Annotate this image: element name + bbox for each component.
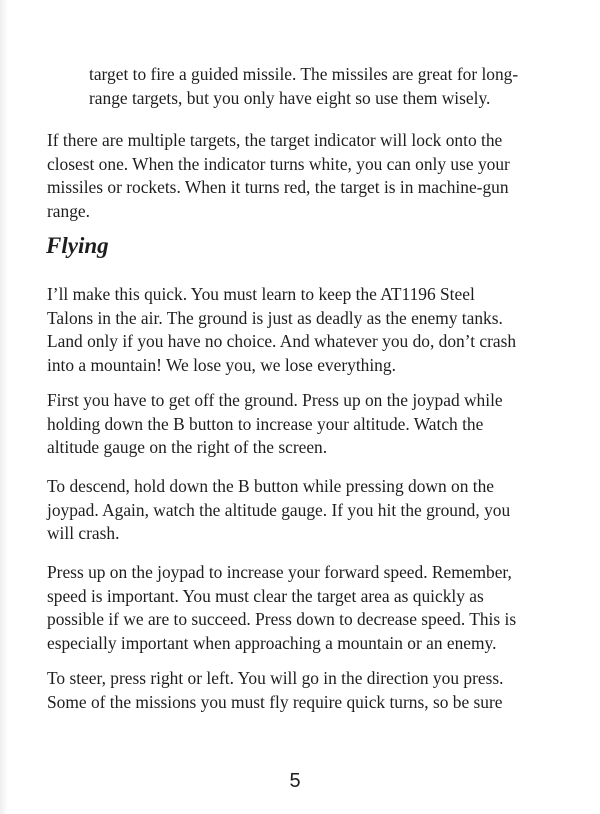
text-line: Some of the missions you must fly require quick turns, so be sure [47, 691, 503, 712]
page-number: 5 [289, 770, 301, 792]
page-edge-shadow [0, 0, 8, 814]
text-line: Press up on the joypad to increase your forward speed. Remember, [47, 562, 512, 582]
text-line: joypad. Again, watch the altitude gauge. If you hit the ground, you [47, 499, 511, 520]
text-line: target to fire a guided missile. The missiles are great for long- [89, 64, 519, 84]
text-line: To steer, press right or left. You will go in the direction you press. [47, 668, 504, 688]
text-line: If there are multiple targets, the target indicator will lock onto the [47, 130, 503, 150]
section-heading-flying: Flying [46, 233, 109, 258]
text-line: especially important when approaching a mountain or an enemy. [47, 632, 497, 653]
text-line: speed is important. You must clear the target area as quickly as [47, 585, 484, 606]
text-line: Talons in the air. The ground is just as deadly as the enemy tanks. [47, 307, 503, 328]
text-line: range targets, but you only have eight so use them wisely. [89, 87, 491, 108]
text-line: missiles or rockets. When it turns red, the target is in machine-gun [47, 177, 509, 197]
text-line: Land only if you have no choice. And whatever you do, don’t crash [47, 331, 517, 351]
text-line: range. [47, 200, 90, 221]
text-line: I’ll make this quick. You must learn to keep the AT1196 Steel [47, 284, 475, 304]
flying-intro-paragraph [47, 283, 516, 377]
missile-continuation-paragraph [89, 63, 518, 110]
text-line: First you have to get off the ground. Press up on the joypad while [47, 390, 503, 410]
speed-paragraph [47, 561, 516, 655]
text-line: holding down the B button to increase your altitude. Watch the [47, 413, 484, 434]
text-line: will crash. [47, 523, 120, 543]
text-line: altitude gauge on the right of the screen. [47, 437, 328, 457]
text-line: To descend, hold down the B button while pressing down on the [47, 476, 495, 496]
text-line: into a mountain! We lose you, we lose everything. [47, 354, 396, 375]
text-line: closest one. When the indicator turns white, you can only use your [47, 153, 510, 174]
descend-paragraph [47, 475, 510, 546]
steering-paragraph [47, 667, 503, 714]
target-indicator-paragraph [47, 129, 510, 223]
text-line: possible if we are to succeed. Press down to decrease speed. This is [47, 609, 517, 629]
takeoff-paragraph [47, 389, 503, 460]
